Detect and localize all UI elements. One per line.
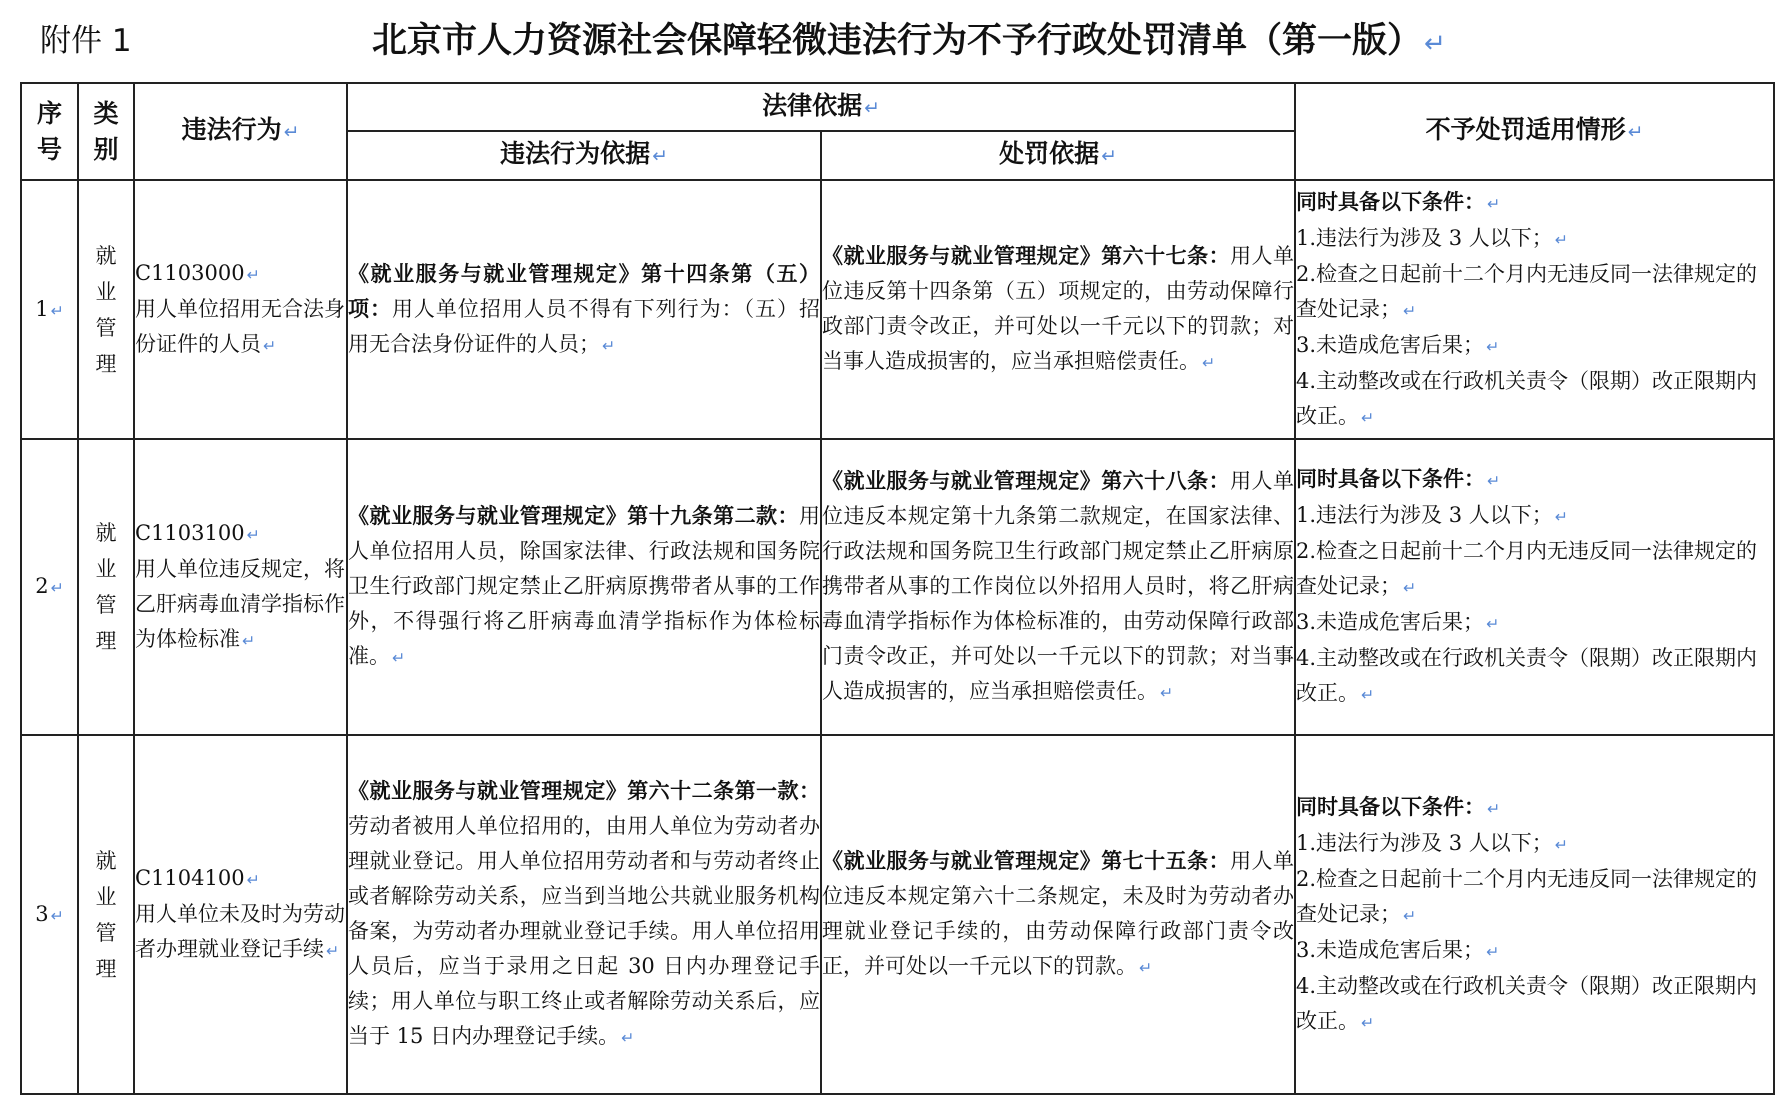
paragraph-mark-icon: ↵	[652, 146, 668, 167]
condition-item: 1.违法行为涉及 3 人以下； ↵	[1296, 225, 1568, 250]
condition-item: 1.违法行为涉及 3 人以下； ↵	[1296, 830, 1568, 855]
condition-item: 4.主动整改或在行政机关责令（限期）改正限期内改正。 ↵	[1296, 368, 1758, 428]
law-citation: 《就业服务与就业管理规定》第六十七条：	[822, 244, 1231, 268]
row-exemption-conditions	[1295, 439, 1774, 735]
paragraph-mark-icon: ↵	[1160, 683, 1174, 702]
paragraph-mark-icon: ↵	[1403, 300, 1417, 320]
paragraph-mark-icon: ↵	[1101, 146, 1117, 167]
row-seq: 2 ↵	[21, 439, 78, 735]
row-seq: 1 ↵	[21, 180, 78, 439]
violation-code: C1103000 ↵	[135, 261, 260, 285]
row-penalty-basis	[821, 735, 1295, 1094]
row-exemption-conditions	[1295, 735, 1774, 1094]
paragraph-mark-icon: ↵	[1361, 685, 1375, 704]
paragraph-mark-icon: ↵	[1487, 193, 1501, 213]
paragraph-mark-icon: ↵	[1361, 407, 1375, 427]
paragraph-mark-icon: ↵	[263, 336, 277, 355]
conditions-title: 同时具备以下条件： ↵	[1296, 467, 1501, 491]
paragraph-mark-icon: ↵	[246, 870, 260, 889]
row-category: 就业管理	[78, 735, 134, 1094]
paragraph-mark-icon: ↵	[1554, 834, 1568, 854]
conditions-title: 同时具备以下条件： ↵	[1296, 794, 1501, 819]
header-behavior: 违法行为 ↵	[134, 83, 347, 180]
header-seq: 序号	[21, 83, 78, 180]
paragraph-mark-icon: ↵	[1554, 229, 1568, 249]
paragraph-mark-icon: ↵	[621, 1028, 635, 1047]
condition-item: 2.检查之日起前十二个月内无违反同一法律规定的查处记录； ↵	[1296, 866, 1758, 926]
paragraph-mark-icon: ↵	[1487, 798, 1501, 818]
annex-label: 附件 1	[40, 23, 132, 59]
table-row	[21, 439, 1774, 735]
paragraph-mark-icon: ↵	[1139, 958, 1153, 977]
paragraph-mark-icon: ↵	[1361, 1012, 1375, 1032]
table-row	[21, 735, 1774, 1094]
paragraph-mark-icon: ↵	[1487, 471, 1501, 490]
paragraph-mark-icon: ↵	[602, 335, 616, 355]
row-category: 就业管理	[78, 439, 134, 735]
paragraph-mark-icon: ↵	[1486, 336, 1500, 356]
law-text: 用人单位违反本规定第六十二条规定，未及时为劳动者办理就业登记手续的，由劳动保障行政部门责令改正，并可处以一千元以下的罚款。	[822, 849, 1295, 978]
paragraph-mark-icon: ↵	[246, 265, 260, 284]
behavior-text: 用人单位未及时为劳动者办理就业登记手续	[135, 902, 345, 961]
law-citation: 《就业服务与就业管理规定》第十四条第（五）项：	[348, 261, 820, 321]
paragraph-mark-icon: ↵	[1627, 122, 1644, 143]
paragraph-mark-icon: ↵	[50, 905, 64, 925]
law-text: 用人单位违反本规定第十九条第二款规定，在国家法律、行政法规和国务院卫生行政部门规定禁止乙肝病原携带者从事的工作岗位以外招用人员时，将乙肝病毒血清学指标作为体检标准的，由劳动保障行政部门责令改正，并可处以一千元以下的罚款；对当事人造成损害的，应当承担赔偿责任。	[822, 469, 1295, 703]
table-header-row	[21, 83, 1774, 131]
condition-item: 4.主动整改或在行政机关责令（限期）改正限期内改正。 ↵	[1296, 973, 1758, 1033]
paragraph-mark-icon: ↵	[242, 631, 256, 650]
paragraph-mark-icon: ↵	[392, 648, 406, 667]
row-behavior	[134, 439, 347, 735]
law-text: 用人单位违反第十四条第（五）项规定的，由劳动保障行政部门责令改正，并可处以一千元以下的罚款；对当事人造成损害的，应当承担赔偿责任。	[822, 244, 1295, 373]
table-row	[21, 180, 1774, 439]
behavior-text: 用人单位招用无合法身份证件的人员	[135, 297, 345, 356]
row-exemption-conditions	[1295, 180, 1774, 439]
violation-code: C1104100 ↵	[135, 866, 260, 890]
document-title-text: 北京市人力资源社会保障轻微违法行为不予行政处罚清单（第一版）	[372, 21, 1423, 61]
paragraph-mark-icon: ↵	[1554, 507, 1568, 526]
penalty-exemption-table	[20, 82, 1775, 1095]
violation-code: C1103100 ↵	[135, 521, 260, 545]
row-violation-basis	[347, 180, 821, 439]
row-seq: 3 ↵	[21, 735, 78, 1094]
paragraph-mark-icon: ↵	[246, 525, 260, 544]
law-citation: 《就业服务与就业管理规定》第七十五条：	[822, 849, 1231, 873]
law-citation: 《就业服务与就业管理规定》第六十二条第一款：	[348, 779, 820, 803]
row-penalty-basis	[821, 439, 1295, 735]
behavior-text: 用人单位违反规定，将乙肝病毒血清学指标作为体检标准	[135, 557, 345, 651]
paragraph-mark-icon: ↵	[1486, 941, 1500, 961]
header-category: 类别	[78, 83, 134, 180]
condition-item: 2.检查之日起前十二个月内无违反同一法律规定的查处记录； ↵	[1296, 539, 1758, 598]
condition-item: 3.未造成危害后果； ↵	[1296, 937, 1500, 962]
conditions-title: 同时具备以下条件： ↵	[1296, 189, 1501, 214]
header-violation-basis: 违法行为依据 ↵	[347, 131, 821, 180]
row-category: 就业管理	[78, 180, 134, 439]
paragraph-mark-icon: ↵	[1486, 614, 1500, 633]
row-violation-basis	[347, 735, 821, 1094]
law-text: 用人单位招用人员，除国家法律、行政法规和国务院卫生行政部门规定禁止乙肝病原携带者从事的工作外，不得强行将乙肝病毒血清学指标作为体检标准。	[348, 504, 820, 668]
law-text: 用人单位招用人员不得有下列行为：（五）招用无合法身份证件的人员；	[348, 296, 820, 356]
row-behavior	[134, 735, 347, 1094]
header-legal-basis: 法律依据 ↵	[347, 83, 1295, 131]
paragraph-mark-icon: ↵	[50, 578, 64, 597]
row-violation-basis	[347, 439, 821, 735]
header-penalty-basis: 处罚依据 ↵	[821, 131, 1295, 180]
condition-item: 2.检查之日起前十二个月内无违反同一法律规定的查处记录； ↵	[1296, 261, 1758, 321]
paragraph-mark-icon: ↵	[326, 941, 340, 960]
document-title	[372, 16, 1446, 69]
paragraph-mark-icon: ↵	[1424, 29, 1447, 59]
condition-item: 1.违法行为涉及 3 人以下； ↵	[1296, 503, 1568, 527]
header-exemption: 不予处罚适用情形 ↵	[1295, 83, 1774, 180]
paragraph-mark-icon: ↵	[1403, 905, 1417, 925]
law-citation: 《就业服务与就业管理规定》第六十八条：	[822, 469, 1231, 493]
paragraph-mark-icon: ↵	[1403, 578, 1417, 597]
paragraph-mark-icon: ↵	[864, 97, 880, 119]
law-citation: 《就业服务与就业管理规定》第十九条第二款：	[348, 504, 799, 528]
condition-item: 3.未造成危害后果； ↵	[1296, 610, 1500, 634]
law-text: 劳动者被用人单位招用的，由用人单位为劳动者办理就业登记。用人单位招用劳动者和与劳动者终止或者解除劳动关系，应当到当地公共就业服务机构备案，为劳动者办理就业登记手续。用人单位招用人员后，应当于录用之日起 30 日内办理登记手续；用人单位与职工终止或者解除劳动关系后，应当于 15 日内办理登记手续。	[348, 814, 820, 1048]
row-behavior	[134, 180, 347, 439]
row-penalty-basis	[821, 180, 1295, 439]
paragraph-mark-icon: ↵	[1202, 353, 1216, 372]
condition-item: 4.主动整改或在行政机关责令（限期）改正限期内改正。 ↵	[1296, 646, 1758, 705]
paragraph-mark-icon: ↵	[50, 300, 64, 320]
condition-item: 3.未造成危害后果； ↵	[1296, 332, 1500, 357]
paragraph-mark-icon: ↵	[283, 122, 300, 143]
